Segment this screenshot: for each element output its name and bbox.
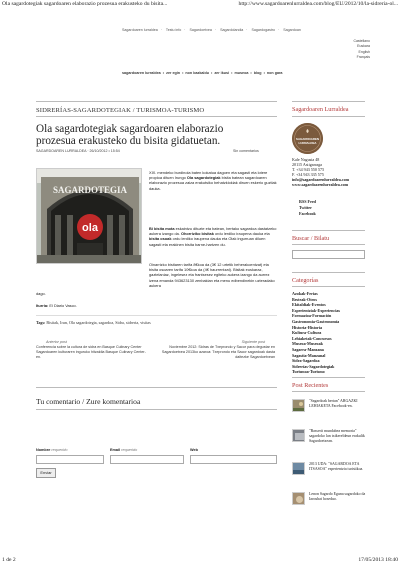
divider bbox=[292, 230, 365, 231]
post-photo[interactable] bbox=[36, 168, 142, 264]
category-link[interactable]: Sagarra-Manzana bbox=[292, 346, 324, 352]
category-link[interactable]: Lehiaketak-Concursos bbox=[292, 335, 332, 341]
divider bbox=[292, 377, 365, 378]
recent-post-thumbnail[interactable] bbox=[292, 399, 305, 412]
category-link[interactable]: Historia-Historia bbox=[292, 324, 323, 330]
search-heading: Buscar / Bilatu bbox=[292, 235, 330, 242]
divider bbox=[292, 391, 365, 392]
topnav-item[interactable]: Sagardolandia bbox=[220, 28, 244, 32]
submit-button[interactable]: Enviar bbox=[36, 468, 56, 478]
category-list bbox=[292, 291, 340, 375]
nav-separator: • bbox=[250, 71, 252, 75]
comment-heading: Tu comentario / Zure komentarioa bbox=[36, 397, 141, 406]
photo-sign: SAGARDOTEGIA bbox=[52, 185, 128, 195]
sidebar-heading: Sagardoaren Lurraldea bbox=[292, 106, 349, 113]
mainnav-item[interactable]: zer ikusi bbox=[214, 71, 230, 75]
recent-post[interactable] bbox=[292, 429, 367, 451]
post-title[interactable]: Ola sagardotegiak sagardoaren elaborazio prozesua erakusteko du bisita gidatuetan. bbox=[36, 123, 224, 147]
mainnav-item[interactable]: non gara bbox=[266, 71, 283, 75]
fax: F. +34 943 335 575 bbox=[292, 172, 324, 178]
mainnav-item[interactable]: sagardoaren lurraldea bbox=[122, 71, 161, 75]
website-link[interactable]: www.sagardoarenlurraldea.com bbox=[292, 182, 349, 188]
divider bbox=[292, 286, 365, 287]
category-link[interactable]: Museoa-Museoak bbox=[292, 341, 323, 347]
recent-post-title[interactable]: Lenon Sagardo Egunа sagardoko da Iaroubat hoseduo. bbox=[309, 492, 366, 501]
print-title: Ola sagardotegiak sagardoaren elaborazio prozesua erakusteko du bisita... bbox=[2, 1, 168, 7]
topnav-item[interactable]: Sagardoan bbox=[283, 28, 301, 32]
category-link[interactable]: Kultura-Cultura bbox=[292, 330, 322, 336]
print-url: http://www.sagardoarenlurraldea.com/blog/EU/2012/10/la-sidreria-ol... bbox=[238, 1, 398, 7]
print-date: 17/05/2013 18:40 bbox=[358, 557, 398, 563]
main-nav bbox=[122, 71, 283, 75]
cider-house-photo bbox=[37, 169, 142, 264]
nav-separator: • bbox=[231, 71, 233, 75]
language-switcher bbox=[353, 39, 370, 61]
mainnav-item[interactable]: zer egin bbox=[166, 71, 181, 75]
email-link[interactable]: info@sagardoarenlurraldea.com bbox=[292, 177, 350, 183]
recent-post-thumbnail[interactable] bbox=[292, 492, 305, 505]
prev-title[interactable]: Conferencia sobre la cultura de sidra en Basque Culinary Center Sagardoaren kulturaren inguruko hitzaldia Basque Culinary Center-en. bbox=[36, 344, 146, 359]
email-field[interactable] bbox=[110, 455, 184, 464]
post-meta: SAGARDOAREN LURRALDEA · 26/10/2012 • 15:54 bbox=[36, 149, 120, 153]
web-label: Web bbox=[190, 448, 198, 452]
recent-post-thumbnail[interactable] bbox=[292, 429, 305, 442]
divider bbox=[36, 116, 277, 117]
lang-castellano[interactable]: Castellano bbox=[353, 39, 370, 43]
category-link[interactable]: Sagastia-Manzanal bbox=[292, 352, 326, 358]
prev-hint: Anterior post bbox=[46, 340, 67, 344]
logo-text-top: SAGARDOAREN bbox=[296, 137, 319, 141]
post-paragraph: dago. bbox=[36, 291, 46, 296]
mainnav-item[interactable]: museoa bbox=[234, 71, 249, 75]
name-field[interactable] bbox=[36, 455, 104, 464]
contact-address bbox=[292, 157, 349, 188]
category-link[interactable]: Formazioa-Formación bbox=[292, 313, 332, 319]
email-label: Email requerido bbox=[110, 448, 138, 452]
divider bbox=[36, 101, 277, 102]
rss-link[interactable]: RSS Feed bbox=[299, 199, 316, 204]
topnav-item[interactable]: Testu info bbox=[165, 28, 182, 32]
address-line: 20115 Astigarraga bbox=[292, 162, 322, 168]
topnav-item[interactable]: Sagardoetxea bbox=[189, 28, 212, 32]
post-paragraph: Oinarrizko bisitaren tarifa 8€koa da (3€ 12 urtetik beherakoentzat) eta bisita osoaren tarifa 10€koa da (4€ haurrentzat). Bisitak euskaraz, gaztelaniaz, ingelesez eta frantsesez egiteko aukera izango da aurrez izena emanda 943623130 zenbakian eta menu edbendinekin uzteradako aukera bbox=[149, 262, 275, 288]
category-link[interactable]: Esperientziak-Experiencias bbox=[292, 307, 340, 313]
page-number: 1 de 2 bbox=[2, 557, 16, 563]
category-link[interactable]: Ekitaldiak-Eventos bbox=[292, 302, 326, 308]
recent-post[interactable] bbox=[292, 399, 367, 421]
logo-text-bottom: LURRALDEA bbox=[298, 141, 317, 145]
nav-separator: • bbox=[162, 71, 165, 75]
divider bbox=[292, 116, 365, 117]
mainnav-item[interactable]: blog bbox=[253, 71, 262, 75]
recent-post-title[interactable]: "Basserit mundabea memoria" sagardoko lan txikereldeun erakulik Sagardoetxean. bbox=[309, 429, 365, 443]
brand-logo[interactable] bbox=[292, 123, 323, 154]
lang-english[interactable]: English bbox=[358, 49, 370, 54]
breadcrumb[interactable]: SIDRERÍAS-SAGARDOTEGIAK / TURISMOA-TURISMO bbox=[36, 107, 205, 114]
search-input[interactable] bbox=[292, 250, 365, 259]
nav-separator: • bbox=[211, 71, 213, 75]
post-source: Iturria: El Diario Vasco. bbox=[36, 303, 77, 308]
web-field[interactable] bbox=[190, 455, 277, 464]
categories-heading: Categorías bbox=[292, 277, 319, 284]
logo-mark bbox=[292, 123, 323, 154]
comments-count[interactable]: Sin comentarios bbox=[233, 149, 259, 153]
next-hint: Siguiente post bbox=[241, 340, 265, 344]
divider bbox=[36, 315, 277, 316]
divider bbox=[292, 101, 365, 102]
mainnav-item[interactable]: non bazkaldu bbox=[185, 71, 209, 75]
nav-separator: • bbox=[182, 71, 184, 75]
lang-francais[interactable]: Français bbox=[356, 55, 370, 60]
topnav-item[interactable]: Sagardogastro bbox=[251, 28, 276, 32]
category-link[interactable]: Turismoa-Turismo bbox=[292, 369, 325, 375]
category-link[interactable]: Besteak-Otros bbox=[292, 296, 317, 302]
nav-separator: • bbox=[263, 71, 265, 75]
post-paragraph: XIX. mendeko burdinola baten kokatua dagoen eta sagasti eta lotere propioa dituen Irungo Ola sagardotegiak bisita batean sagardoaren elaborazio prozesua zaiza erakutsiko behatzkiokiak diruen eskerio guztiak dauka. bbox=[149, 170, 277, 191]
recent-post[interactable] bbox=[292, 462, 367, 480]
category-link[interactable]: Gastronomía-Gastronomía bbox=[292, 318, 340, 324]
social-links bbox=[299, 199, 316, 216]
category-link[interactable]: Azokak-Ferias bbox=[292, 291, 318, 296]
top-nav: Sagardoaren lurraldea · Testu info · Sagardoetxea · Sagardolandia · Sagardogastro · Sagardoan bbox=[122, 28, 301, 32]
facebook-link[interactable]: Facebook bbox=[299, 210, 316, 216]
category-link[interactable]: Sidrerías-Sagardotegiak bbox=[292, 363, 335, 369]
photo-logo: ola bbox=[82, 222, 98, 234]
divider bbox=[292, 272, 365, 273]
category-link[interactable]: Sidra-Sagardoa bbox=[292, 358, 320, 364]
lang-euskara[interactable]: Euskara bbox=[357, 44, 370, 49]
post-tags[interactable]: Tags: Bisitak, Irun, Ola sagardotegia, sagardoa, Sidra, sidreria, visitas bbox=[36, 320, 151, 325]
next-title[interactable]: Noviembre 2012: Sidras de Txeprondo y Sacor para degustar en Sagardoetxea 2013ko azaroa: Txeprondo eta Sacor sagardoak dasta daitezke Sagardoetxean bbox=[161, 344, 275, 359]
recent-post-title[interactable]: 2013 UDA: "SAGARDOA ETA ITSASOA" esperientzia turistikoa. bbox=[309, 462, 364, 471]
recent-post-title[interactable]: "Sagardoak bertan" ARGAZKI LEHIAKETA Facebook-en. bbox=[309, 399, 358, 408]
print-header bbox=[0, 0, 400, 9]
previous-post-link[interactable] bbox=[36, 340, 146, 360]
name-label: Nombre requerido bbox=[36, 448, 68, 452]
twitter-link[interactable]: Twitter bbox=[299, 204, 312, 210]
post-paragraph: Bi bisita mota eskaintzu dituzte eta batean, bertako sagardoa dastatzeko aukera izango da. Ohorriziko bisitak ordu lerdiko iraupena dauka eta bisita osoak ordu lerdiko iraupena dauka eta Olak ingurruan diluen sagasti eta erakinen bisita barne-hartzen du. bbox=[149, 226, 277, 247]
divider bbox=[36, 387, 277, 388]
print-footer bbox=[0, 556, 400, 565]
address-line: Kale Nagusia 48 bbox=[292, 157, 320, 162]
topnav-item[interactable]: Sagardoaren lurraldea bbox=[122, 28, 158, 32]
phone: T. +34 943 550 575 bbox=[292, 167, 325, 173]
next-post-link[interactable] bbox=[160, 340, 275, 360]
divider bbox=[292, 244, 365, 245]
divider bbox=[36, 409, 277, 410]
recent-post-thumbnail[interactable] bbox=[292, 462, 305, 475]
recent-posts-heading: Post Recientes bbox=[292, 382, 329, 389]
recent-post[interactable] bbox=[292, 492, 367, 510]
